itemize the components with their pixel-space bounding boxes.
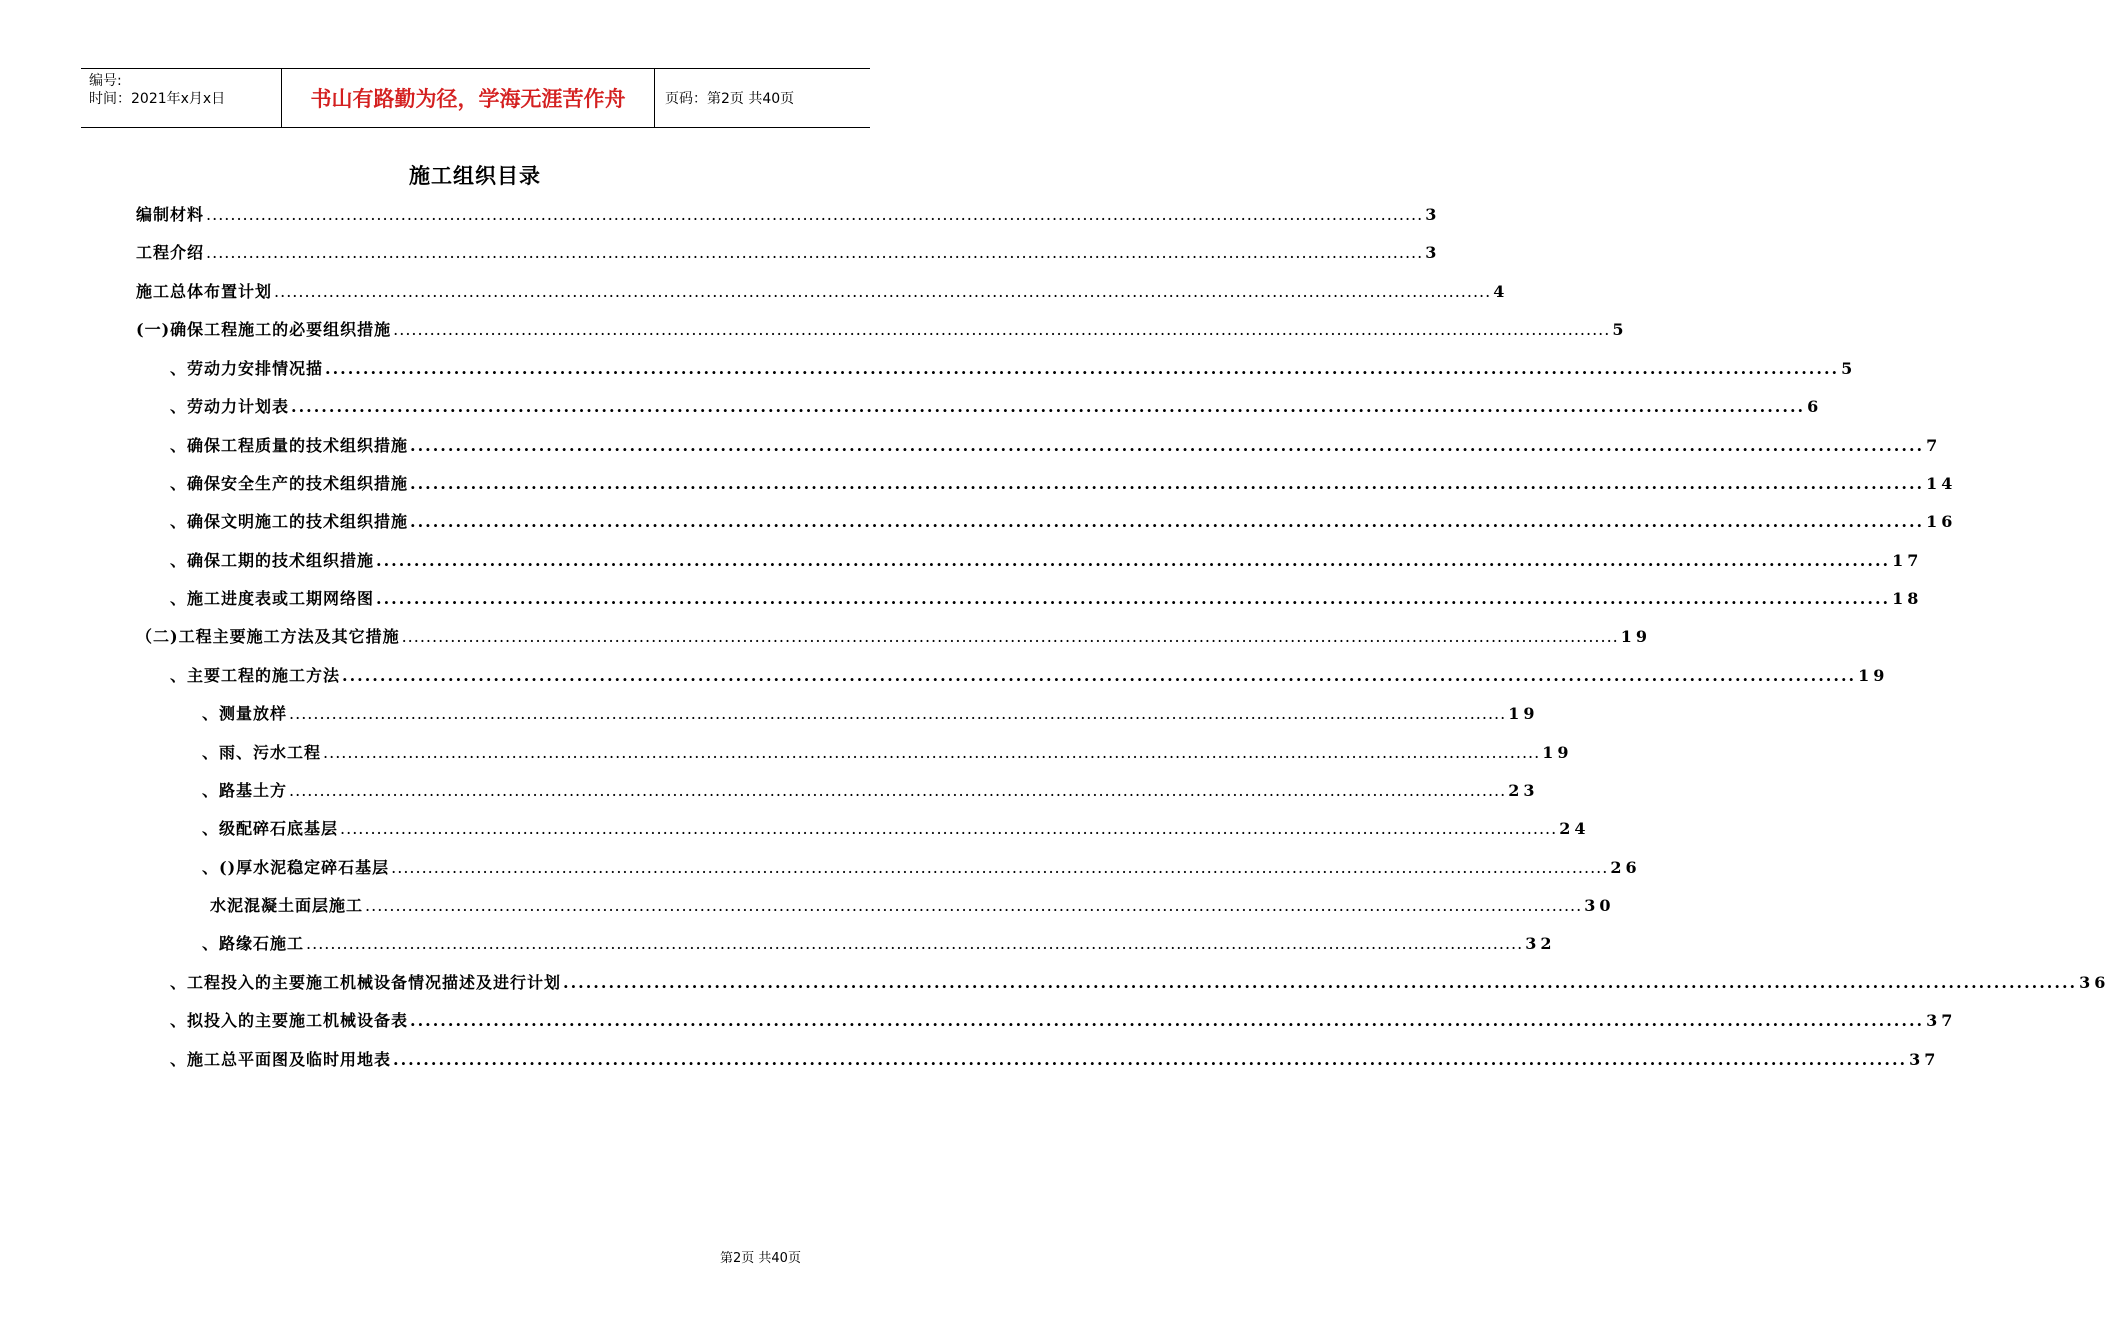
toc-leader: ........................................................................................................................................................................................................ — [323, 743, 1541, 762]
toc-entry[interactable] — [170, 427, 1942, 465]
toc-entry[interactable] — [170, 542, 1923, 580]
toc-entry-page: 37 — [1926, 1011, 1957, 1030]
toc-entry-page: 4 — [1493, 282, 1509, 301]
toc-entry-label: 、路缘石施工 — [202, 934, 305, 953]
toc-entry[interactable] — [170, 388, 1823, 426]
toc-entry-label: 、主要工程的施工方法 — [170, 666, 341, 685]
toc-entry-page: 5 — [1841, 359, 1857, 378]
toc-entry[interactable] — [170, 580, 1923, 618]
toc-leader: ........................................................................................................................................................................................................ — [563, 973, 2078, 992]
page-header — [81, 68, 870, 128]
toc-leader: ........................................................................................................................................................................................................ — [289, 781, 1507, 800]
toc-entry-label: （二)工程主要施工方法及其它措施 — [136, 627, 400, 646]
toc-leader: ........................................................................................................................................................................................................ — [274, 282, 1492, 301]
toc-leader: ........................................................................................................................................................................................................ — [206, 243, 1424, 262]
toc-leader: ........................................................................................................................................................................................................ — [410, 474, 1925, 493]
header-meta — [81, 69, 282, 127]
toc-entry-label: 、()厚水泥稳定碎石基层 — [202, 858, 390, 877]
toc-entry[interactable] — [136, 273, 1509, 311]
toc-leader: ........................................................................................................................................................................................................ — [410, 512, 1925, 531]
toc-entry-page: 7 — [1926, 436, 1942, 455]
toc-entry[interactable] — [202, 925, 1556, 963]
toc-entry-label: 、劳动力计划表 — [170, 397, 290, 416]
header-page-info: 页码：第2页 共40页 — [665, 91, 795, 107]
toc-entry[interactable] — [170, 1041, 1940, 1079]
toc-entry-label: 、拟投入的主要施工机械设备表 — [170, 1011, 409, 1030]
toc-leader: ........................................................................................................................................................................................................ — [410, 1011, 1925, 1030]
toc-entry[interactable] — [202, 810, 1590, 848]
toc-entry-page: 18 — [1892, 589, 1923, 608]
toc-entry-page: 24 — [1559, 819, 1590, 838]
toc-entry-label: 施工总体布置计划 — [136, 282, 273, 301]
toc-entry[interactable] — [170, 465, 1957, 503]
toc-entry-page: 36 — [2079, 973, 2109, 992]
toc-entry-label: 编制材料 — [136, 205, 205, 224]
toc-entry-label: 、级配碎石底基层 — [202, 819, 339, 838]
toc-entry-page: 3 — [1425, 205, 1441, 224]
toc-entry[interactable] — [170, 350, 1857, 388]
toc-leader: ........................................................................................................................................................................................................ — [376, 589, 1891, 608]
toc-leader: ........................................................................................................................................................................................................ — [340, 819, 1558, 838]
toc-entry[interactable] — [136, 618, 1652, 656]
toc-entry[interactable] — [210, 887, 1615, 925]
toc-entry-label: 、劳动力安排情况描 — [170, 359, 324, 378]
page-title: 施工组织目录 — [409, 163, 541, 188]
toc-entry-page: 32 — [1525, 934, 1556, 953]
toc-entry[interactable] — [170, 964, 2109, 1002]
toc-entry-label: 、测量放样 — [202, 704, 288, 723]
toc-entry-page: 14 — [1926, 474, 1957, 493]
toc-entry-page: 19 — [1620, 627, 1652, 646]
toc-leader: ........................................................................................................................................................................................................ — [206, 205, 1424, 224]
toc-entry-page: 30 — [1584, 896, 1615, 915]
toc-entry-page: 19 — [1508, 704, 1539, 723]
toc-entry-page: 5 — [1612, 320, 1628, 339]
toc-entry-page: 26 — [1610, 858, 1641, 877]
toc-entry-page: 23 — [1508, 781, 1539, 800]
toc-entry-label: 、施工总平面图及临时用地表 — [170, 1050, 392, 1069]
page-footer: 第2页 共40页 — [720, 1251, 801, 1266]
toc-entry-page: 37 — [1909, 1050, 1940, 1069]
toc-entry-page: 3 — [1425, 243, 1441, 262]
toc-leader: ........................................................................................................................................................................................................ — [393, 1050, 1908, 1069]
toc-entry[interactable] — [136, 196, 1441, 234]
toc-leader: ........................................................................................................................................................................................................ — [376, 551, 1891, 570]
toc-leader: ........................................................................................................................................................................................................ — [291, 397, 1806, 416]
toc-entry-page: 17 — [1892, 551, 1923, 570]
toc-entry-label: (一)确保工程施工的必要组织措施 — [136, 320, 392, 339]
toc-leader: ........................................................................................................................................................................................................ — [391, 858, 1609, 877]
toc-entry[interactable] — [170, 1002, 1957, 1040]
toc-leader: ........................................................................................................................................................................................................ — [401, 627, 1619, 646]
toc-entry[interactable] — [170, 503, 1957, 541]
toc-entry-label: 、雨、污水工程 — [202, 743, 322, 762]
toc-entry-page: 6 — [1807, 397, 1823, 416]
toc-entry[interactable] — [136, 234, 1441, 272]
header-motto: 书山有路勤为径，学海无涯苦作舟 — [282, 69, 655, 127]
toc-entry[interactable] — [202, 849, 1641, 887]
toc-entry[interactable] — [170, 657, 1889, 695]
number-label: 编号: — [89, 73, 122, 89]
toc-leader: ........................................................................................................................................................................................................ — [306, 934, 1524, 953]
toc-entry-label: 、工程投入的主要施工机械设备情况描述及进行计划 — [170, 973, 562, 992]
toc-entry-page: 16 — [1926, 512, 1957, 531]
toc-entry-label: 、路基土方 — [202, 781, 288, 800]
toc-entry[interactable] — [136, 311, 1628, 349]
toc-entry-label: 工程介绍 — [136, 243, 205, 262]
toc-entry-label: 、确保文明施工的技术组织措施 — [170, 512, 409, 531]
toc-entry-page: 19 — [1542, 743, 1573, 762]
toc-entry-page: 19 — [1858, 666, 1889, 685]
toc-leader: ........................................................................................................................................................................................................ — [410, 436, 1925, 455]
toc-entry[interactable] — [202, 695, 1539, 733]
toc-leader: ........................................................................................................................................................................................................ — [342, 666, 1857, 685]
time-label: 时间：2021年x月x日 — [89, 91, 226, 107]
toc-entry-label: 、确保工期的技术组织措施 — [170, 551, 375, 570]
toc-entry[interactable] — [202, 772, 1539, 810]
toc-entry-label: 水泥混凝土面层施工 — [210, 896, 364, 915]
toc-entry-label: 、确保工程质量的技术组织措施 — [170, 436, 409, 455]
toc-entry-label: 、确保安全生产的技术组织措施 — [170, 474, 409, 493]
toc-entry-label: 、施工进度表或工期网络图 — [170, 589, 375, 608]
toc-leader: ........................................................................................................................................................................................................ — [365, 896, 1583, 915]
toc-entry[interactable] — [202, 734, 1573, 772]
toc-leader: ........................................................................................................................................................................................................ — [325, 359, 1840, 378]
toc-leader: ........................................................................................................................................................................................................ — [393, 320, 1611, 339]
toc-leader: ........................................................................................................................................................................................................ — [289, 704, 1507, 723]
